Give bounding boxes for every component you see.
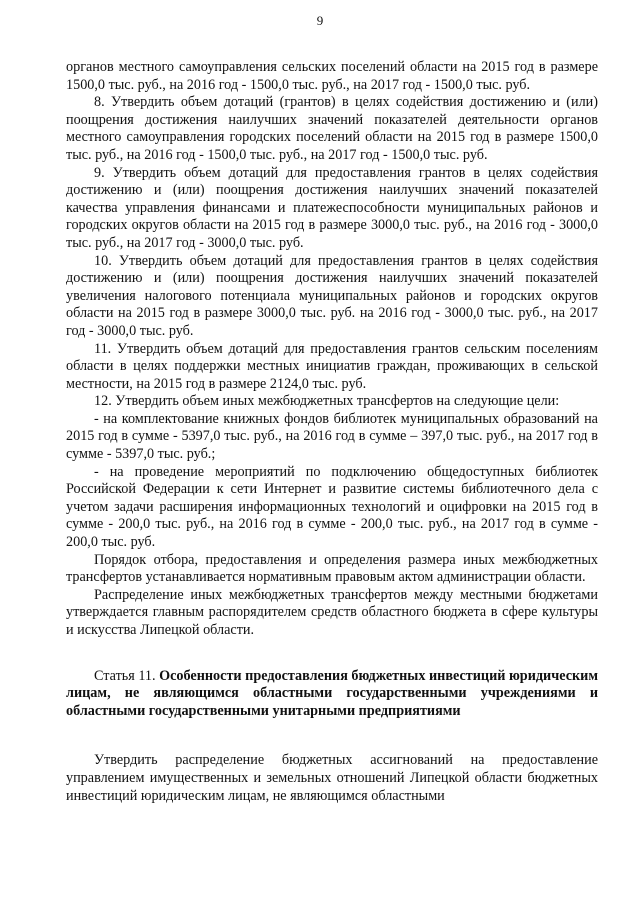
- article-prefix: Статья 11.: [94, 667, 156, 684]
- paragraph-procedure: Порядок отбора, предоставления и определения размера иных межбюджетных трансфертов устанавливается нормативным правовым актом администрации области.: [66, 551, 598, 586]
- paragraph-item-12: 12. Утвердить объем иных межбюджетных трансфертов на следующие цели:: [94, 393, 560, 410]
- paragraph-item-9: 9. Утвердить объем дотаций для предоставления грантов в целях содействия достижению и (или) поощрения достижения наилучших значений показателей качества управления финансами и платежеспособности муниципальных районов и городских округов области на 2015 год в размере 3000,0 тыс. руб., на 2016 год - 3000,0 тыс. руб., на 2017 год - 3000,0 тыс. руб.: [66, 164, 598, 251]
- paragraph-continuation: органов местного самоуправления сельских поселений области на 2015 год в размере 1500,0 тыс. руб., на 2016 год - 1500,0 тыс. руб., на 2017 год - 1500,0 тыс. руб.: [66, 59, 598, 93]
- paragraph-bullet-internet: - на проведение мероприятий по подключению общедоступных библиотек Российской Федерации к сети Интернет и развитие системы библиотечного дела с учетом задачи расширения информационных технологий и оцифровки на 2015 год в сумме - 200,0 тыс. руб., на 2016 год в сумме - 200,0 тыс. руб., на 2017 год в сумме - 200,0 тыс. руб.: [66, 463, 598, 551]
- page-number: 9: [316, 13, 324, 28]
- paragraph-distribution: Распределение иных межбюджетных трансфертов между местными бюджетами утверждается главным распорядителем средств областного бюджета в сфере культуры и искусства Липецкой области.: [66, 586, 598, 638]
- paragraph-item-10: 10. Утвердить объем дотаций для предоставления грантов в целях содействия достижению и (или) поощрения достижения наилучших значений показателей увеличения налогового потенциала муниципальных районов и городских округов области на 2015 год в размере 3000,0 тыс. руб. на 2016 год - 3000,0 тыс. руб., на 2017 год - 3000,0 тыс. руб.: [66, 252, 598, 339]
- paragraph-item-8: 8. Утвердить объем дотаций (грантов) в целях содействия достижению и (или) поощрения достижения наилучших значений показателей деятельности органов местного самоуправления городских поселений области на 2015 год в размере 1500,0 тыс. руб., на 2016 год - 1500,0 тыс. руб., на 2017 год - 1500,0 тыс. руб.: [66, 94, 598, 163]
- article-title: Особенности предоставления бюджетных инвестиций юридическим лицам, не являющимся областными государственными учреждениями и областными государственными унитарными предприятиями: [66, 667, 599, 719]
- paragraph-final: Утвердить распределение бюджетных ассигнований на предоставление управлением имущественных и земельных отношений Липецкой области бюджетных инвестиций юридическим лицам, не являющимся областными: [66, 752, 598, 804]
- paragraph-bullet-books: - на комплектование книжных фондов библиотек муниципальных образований на 2015 год в сумме - 5397,0 тыс. руб., на 2016 год в сумме – 397,0 тыс. руб., на 2017 год в сумме - 5397,0 тыс. руб.;: [66, 410, 598, 463]
- document-body: [66, 59, 598, 805]
- paragraph-item-11: 11. Утвердить объем дотаций для предоставления грантов сельским поселениям области в целях поддержки местных инициатив граждан, проживающих в сельской местности, на 2015 год в размере 2124,0 тыс. руб.: [66, 340, 598, 392]
- article-heading: [66, 668, 598, 721]
